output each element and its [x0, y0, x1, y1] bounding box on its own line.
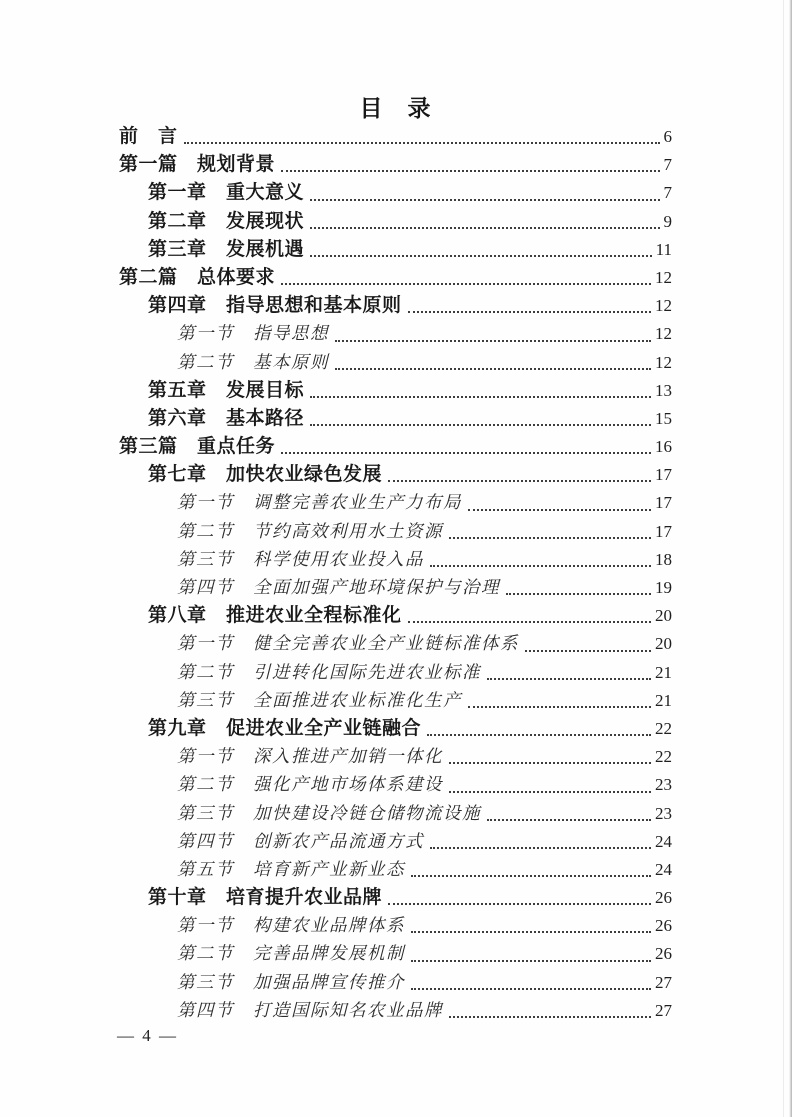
- toc-dot-leader: [408, 602, 651, 630]
- toc-entry-label: 第二节 强化产地市场体系建设: [177, 775, 443, 796]
- toc-dot-leader: [310, 208, 659, 236]
- toc-entry: [119, 151, 672, 179]
- toc-dot-leader: [449, 518, 651, 546]
- toc-entry-label: 第九章 促进农业全产业链融合: [148, 717, 422, 739]
- toc-entry-label: 第一篇 规划背景: [119, 154, 276, 176]
- toc-entry-page: 24: [655, 859, 672, 879]
- toc-entry: [119, 997, 672, 1025]
- toc-entry-label: 第十章 培育提升农业品牌: [148, 887, 383, 909]
- toc-entry-page: 17: [655, 493, 672, 513]
- toc-entry: [119, 123, 672, 151]
- toc-entry-label: 第七章 加快农业绿色发展: [148, 464, 383, 486]
- toc-entry: [119, 489, 672, 517]
- toc-entry-page: 6: [663, 127, 672, 146]
- toc-entry-page: 27: [655, 1000, 672, 1020]
- toc-entry-page: 21: [655, 662, 672, 682]
- toc-entry-label: 第一节 构建农业品牌体系: [177, 916, 405, 937]
- toc-entry-page: 7: [663, 183, 672, 203]
- toc-dot-leader: [310, 236, 652, 264]
- toc-entry-label: 第五章 发展目标: [148, 379, 305, 401]
- toc-entry: [119, 405, 672, 433]
- toc-entry-label: 第三篇 重点任务: [119, 436, 276, 458]
- toc-entry-label: 第四节 全面加强产地环境保护与治理: [177, 578, 500, 598]
- toc-entry-page: 13: [655, 380, 672, 400]
- toc-dot-leader: [430, 546, 651, 574]
- toc-entry-label: 第四节 创新农产品流通方式: [177, 831, 424, 852]
- toc-dot-leader: [506, 574, 651, 602]
- toc-entry-label: 第一节 调整完善农业生产力布局: [177, 493, 462, 514]
- toc-entry-page: 20: [655, 606, 672, 626]
- toc-entry: [119, 912, 672, 940]
- toc-entry: [119, 828, 672, 856]
- toc-entry: [119, 518, 672, 546]
- toc-entry: [119, 659, 672, 687]
- toc-dot-leader: [310, 179, 659, 207]
- toc-entry-page: 17: [655, 465, 672, 485]
- toc-entry-label: 第四章 指导思想和基本原则: [148, 295, 402, 317]
- toc-entry-label: 第三节 全面推进农业标准化生产: [177, 690, 462, 711]
- toc-entry: [119, 546, 672, 574]
- toc-entry-label: 第三章 发展机遇: [148, 238, 305, 260]
- toc-entry-label: 第二节 完善品牌发展机制: [177, 944, 405, 965]
- toc-entry: [119, 602, 672, 630]
- toc-dot-leader: [411, 969, 651, 997]
- toc-dot-leader: [468, 489, 651, 517]
- toc-entry-page: 9: [663, 211, 672, 231]
- toc-dot-leader: [281, 433, 651, 461]
- toc-entry-page: 21: [655, 690, 672, 710]
- toc-entry: [119, 179, 672, 207]
- toc-dot-leader: [281, 151, 659, 179]
- page-title: 目 录: [359, 95, 432, 121]
- toc-entry: [119, 771, 672, 799]
- toc-entry: [119, 800, 672, 828]
- toc-entry: [119, 630, 672, 658]
- toc-entry-label: 第一节 健全完善农业全产业链标准体系: [177, 634, 519, 655]
- toc-dot-leader: [449, 743, 651, 771]
- toc-entry-label: 第一节 指导思想: [177, 324, 329, 345]
- toc-entry: [119, 940, 672, 968]
- toc-entry-page: 23: [655, 775, 672, 795]
- toc-dot-leader: [449, 771, 651, 799]
- toc-dot-leader: [427, 715, 651, 743]
- toc-entry-label: 第一章 重大意义: [148, 182, 305, 204]
- toc-entry-label: 第五节 培育新产业新业态: [177, 859, 405, 880]
- toc-entry-label: 第四节 打造国际知名农业品牌: [177, 1000, 443, 1021]
- toc-entry-page: 27: [655, 972, 672, 992]
- toc-entry: [119, 884, 672, 912]
- toc-entry-label: 第一节 深入推进产加销一体化: [177, 747, 443, 768]
- toc-dot-leader: [411, 856, 651, 884]
- toc-dot-leader: [487, 800, 651, 828]
- toc-entry-label: 第三节 科学使用农业投入品: [177, 549, 424, 570]
- toc-entry-label: 第八章 推进农业全程标准化: [148, 605, 402, 627]
- footer-page-number: — 4 —: [117, 1026, 178, 1045]
- toc-entry-label: 第二节 基本原则: [177, 352, 329, 373]
- toc-entry-page: 16: [655, 437, 672, 457]
- toc-entry-label: 第三节 加快建设冷链仓储物流设施: [177, 803, 481, 824]
- toc-entry: [119, 969, 672, 997]
- toc-dot-leader: [430, 828, 651, 856]
- toc-entry: [119, 349, 672, 377]
- toc-entry-page: 22: [655, 747, 672, 767]
- toc-entry-page: 15: [655, 408, 672, 428]
- toc-entry: [119, 377, 672, 405]
- toc-entry-page: 26: [655, 916, 672, 936]
- toc-dot-leader: [310, 405, 651, 433]
- toc-entry: [119, 856, 672, 884]
- toc-entry: [119, 461, 672, 489]
- toc-entry-page: 20: [655, 634, 672, 654]
- toc-entry: [119, 687, 672, 715]
- toc-dot-leader: [411, 940, 651, 968]
- toc-entry-page: 26: [655, 888, 672, 908]
- toc-entry: [119, 433, 672, 461]
- toc-entry: [119, 208, 672, 236]
- toc-dot-leader: [388, 461, 651, 489]
- toc-entry-label: 第二章 发展现状: [148, 210, 305, 232]
- toc-entry-label: 第六章 基本路径: [148, 407, 305, 429]
- toc-entry: [119, 320, 672, 348]
- toc-entry: [119, 743, 672, 771]
- toc-dot-leader: [525, 630, 651, 658]
- toc-entry: [119, 292, 672, 320]
- toc-dot-leader: [468, 687, 651, 715]
- toc-entry-page: 12: [655, 296, 672, 316]
- toc-dot-leader: [411, 912, 651, 940]
- toc-dot-leader: [449, 997, 651, 1025]
- toc-entry: [119, 574, 672, 602]
- toc-entry: [119, 715, 672, 743]
- toc-entry-page: 12: [655, 352, 672, 372]
- toc-entry-page: 22: [655, 718, 672, 738]
- toc-entry-page: 19: [655, 578, 672, 597]
- toc-dot-leader: [310, 377, 651, 405]
- toc-entry-label: 第三节 加强品牌宣传推介: [177, 972, 405, 993]
- toc-entry-page: 7: [663, 155, 672, 175]
- toc-entry-page: 24: [655, 831, 672, 851]
- toc-dot-leader: [281, 264, 651, 292]
- toc-dot-leader: [335, 320, 651, 348]
- toc-entry-label: 第二篇 总体要求: [119, 266, 276, 288]
- toc-entry-page: 26: [655, 944, 672, 964]
- toc-entry-label: 第二节 引进转化国际先进农业标准: [177, 662, 481, 683]
- toc-dot-leader: [388, 884, 651, 912]
- toc-entry-label: 第二节 节约高效利用水土资源: [177, 521, 443, 542]
- toc-entry-page: 17: [655, 521, 672, 541]
- toc-entry-page: 23: [655, 803, 672, 823]
- scan-edge-line: [783, 0, 784, 1117]
- toc-entry-page: 12: [655, 324, 672, 344]
- toc-entry-page: 11: [655, 239, 672, 259]
- toc-dot-leader: [408, 292, 651, 320]
- toc-entry-page: 12: [655, 267, 672, 287]
- toc-list: [119, 123, 672, 1025]
- toc-entry-page: 18: [655, 549, 672, 569]
- toc-entry: [119, 236, 672, 264]
- toc-entry-label: 前 言: [119, 126, 178, 147]
- toc-dot-leader: [335, 349, 651, 377]
- toc-dot-leader: [487, 659, 651, 687]
- toc-entry: [119, 264, 672, 292]
- toc-dot-leader: [184, 123, 660, 151]
